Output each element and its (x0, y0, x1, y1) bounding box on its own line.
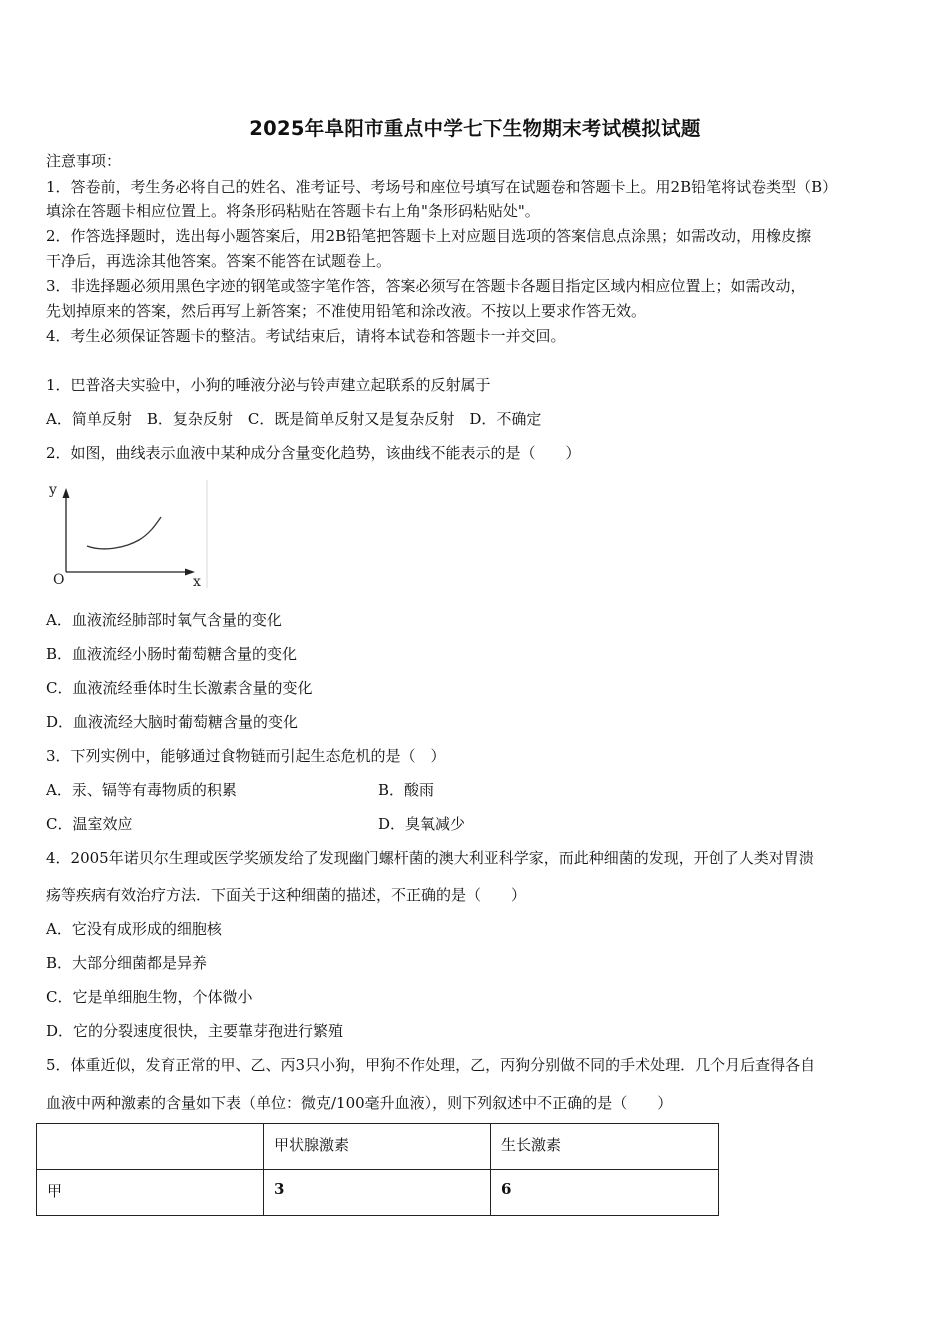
table-cell: 甲 (37, 1170, 264, 1216)
notice-line: 干净后，再选涂其他答案。答案不能答在试题卷上。 (46, 252, 392, 270)
trend-curve (87, 517, 161, 549)
question-4-stem-line1: 4．2005年诺贝尔生理或医学奖颁发给了发现幽门螺杆菌的澳大利亚科学家，而此种细菌的发现，开创了人类对胃溃 (46, 849, 814, 867)
notice-line: 2．作答选择题时，选出每小题答案后，用2B铅笔把答题卡上对应题目选项的答案信息点涂黑；如需改动，用橡皮擦 (46, 227, 812, 245)
origin-label: O (53, 572, 65, 588)
question-2-option-a: A．血液流经肺部时氧气含量的变化 (46, 611, 282, 629)
question-3-option-d: D．臭氧减少 (378, 815, 466, 833)
question-2-option-c: C．血液流经垂体时生长激素含量的变化 (46, 679, 313, 697)
question-4-stem-line2: 疡等疾病有效治疗方法．下面关于这种细菌的描述，不正确的是（ ） (46, 886, 527, 904)
table-header-row (37, 1124, 719, 1170)
notice-line: 先划掉原来的答案，然后再写上新答案；不准使用铅笔和涂改液。不按以上要求作答无效。 (46, 302, 647, 320)
table-header-cell: 生长激素 (491, 1124, 719, 1170)
question-2-option-b: B．血液流经小肠时葡萄糖含量的变化 (46, 645, 298, 663)
question-2-stem: 2．如图，曲线表示血液中某种成分含量变化趋势，该曲线不能表示的是（ ） (46, 444, 581, 462)
y-axis-label: y (49, 482, 57, 498)
question-5-stem-line2: 血液中两种激素的含量如下表（单位：微克/100毫升血液），则下列叙述中不正确的是（ ） (46, 1094, 673, 1112)
question-4-option-a: A．它没有成形成的细胞核 (46, 920, 222, 938)
question-1-options: A．简单反射 B．复杂反射 C．既是简单反射又是复杂反射 D．不确定 (46, 410, 542, 428)
table-cell: 6 (491, 1170, 719, 1216)
question-2-graph (45, 478, 210, 590)
question-3-option-c: C．温室效应 (46, 815, 133, 833)
question-3-option-a: A．汞、镉等有毒物质的积累 (46, 781, 237, 799)
hormone-table (36, 1123, 719, 1216)
question-1-stem: 1．巴普洛夫实验中，小狗的唾液分泌与铃声建立起联系的反射属于 (46, 376, 491, 394)
question-4-option-d: D．它的分裂速度很快，主要靠芽孢进行繁殖 (46, 1022, 344, 1040)
question-4-option-b: B．大部分细菌都是异养 (46, 954, 208, 972)
table-cell: 3 (264, 1170, 491, 1216)
notice-line: 4．考生必须保证答题卡的整洁。考试结束后，请将本试卷和答题卡一并交回。 (46, 327, 566, 345)
table-row (37, 1170, 719, 1216)
question-3-stem: 3．下列实例中，能够通过食物链而引起生态危机的是（ ） (46, 747, 446, 765)
notice-heading: 注意事项： (46, 152, 122, 170)
page-title: 2025年阜阳市重点中学七下生物期末考试模拟试题 (249, 117, 701, 140)
table-header-cell: 甲状腺激素 (264, 1124, 491, 1170)
table-header-cell (37, 1124, 264, 1170)
question-5-stem-line1: 5．体重近似，发育正常的甲、乙、丙3只小狗，甲狗不作处理，乙，丙狗分别做不同的手术处理．几个月后查得各自 (46, 1056, 816, 1074)
question-2-option-d: D．血液流经大脑时葡萄糖含量的变化 (46, 713, 299, 731)
x-axis-label: x (193, 574, 201, 590)
notice-line: 3．非选择题必须用黑色字迹的钢笔或签字笔作答，答案必须写在答题卡各题目指定区域内相应位置上；如需改动， (46, 277, 806, 295)
question-4-option-c: C．它是单细胞生物，个体微小 (46, 988, 253, 1006)
question-3-option-b: B．酸雨 (378, 781, 435, 799)
notice-line: 填涂在答题卡相应位置上。将条形码粘贴在答题卡右上角"条形码粘贴处"。 (46, 202, 540, 220)
y-axis-arrow (63, 488, 70, 498)
notice-line: 1．答卷前，考生务必将自己的姓名、准考证号、考场号和座位号填写在试题卷和答题卡上。用2B铅笔将试卷类型（B） (46, 178, 838, 196)
